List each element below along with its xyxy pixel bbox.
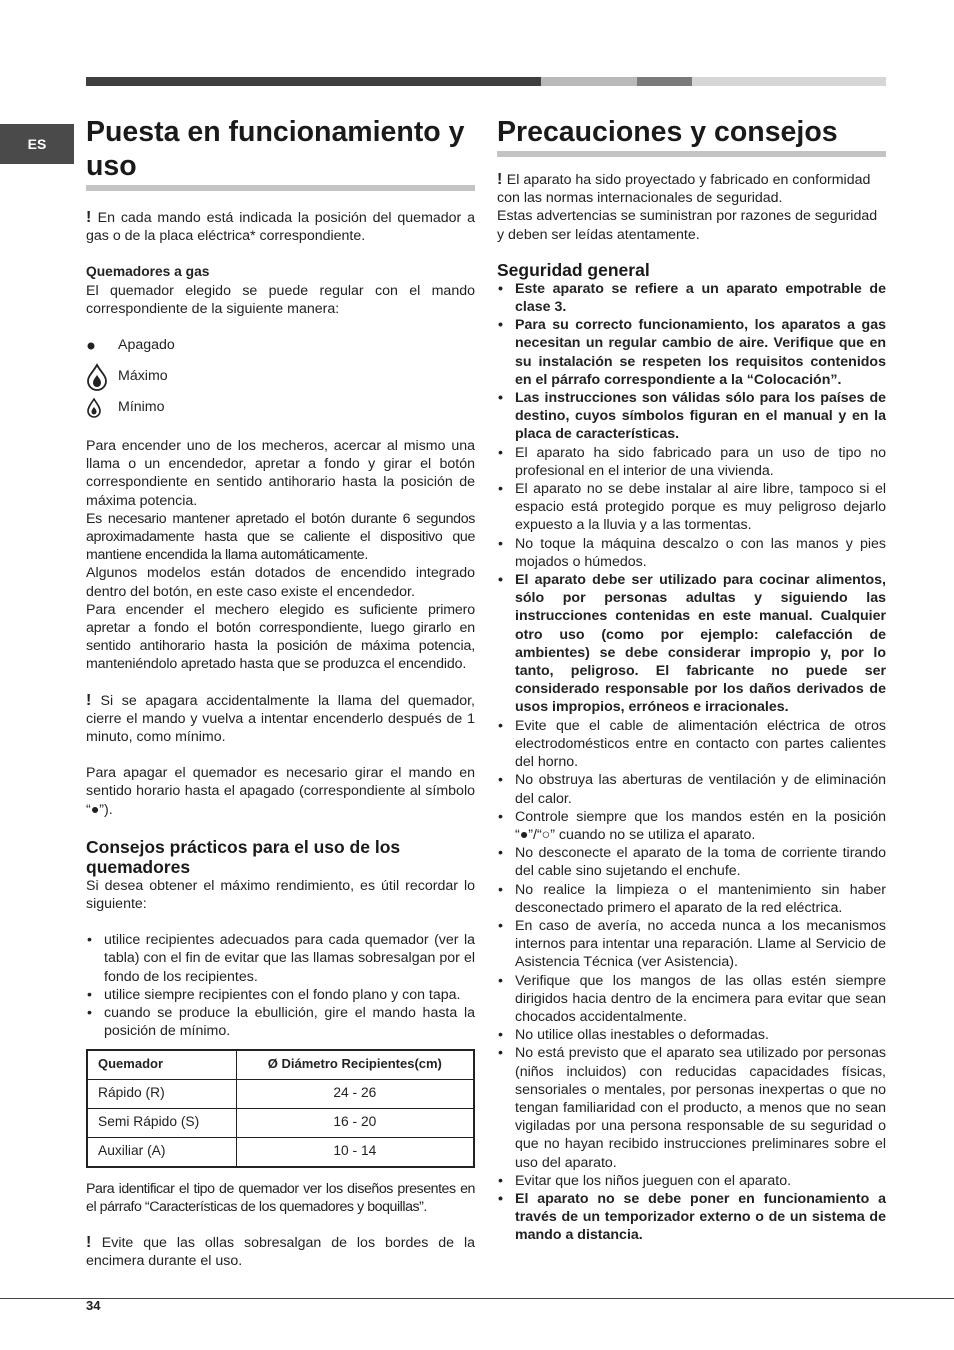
header-bar-mid [637,77,692,86]
table-row [87,1108,474,1137]
safety-item: • No realice la limpieza o el mantenimiento sin haber desconectado primero el aparato de la red eléctrica. [497,881,886,917]
ignite-paragraph: Para encender uno de los mecheros, acercar al mismo una llama o un encendedor, apretar a fondo y girar el botón correspondiente en sentido antihorario hasta la posición de máxima potencia. [86,438,475,509]
table-header-diameter: Ø Diámetro Recipientes(cm) [236,1050,474,1080]
left-note-1 [86,209,475,245]
footer-divider [0,1298,954,1299]
table-cell: 24 - 26 [236,1079,474,1108]
left-note-2 [86,692,475,747]
safety-item: • En caso de avería, no acceda nunca a los mecanismos internos para intentar una reparación. Llame al Servicio de Asistencia Técnica (ver Asistencia). [497,917,886,972]
safety-item: • El aparato no se debe instalar al aire libre, tampoco si el espacio está protegido porque es muy peligroso dejarlo expuesto a la lluvia y a las tormentas. [497,480,886,535]
table-row [87,1137,474,1167]
off-paragraph: Para apagar el quemador es necesario girar el mando en sentido horario hasta el apagado (correspondiente al símbolo “●”). [86,765,475,818]
list-item: • utilice recipientes adecuados para cada quemador (ver la tabla) con el fin de evitar que las llamas sobresalgan por el fondo de los recipientes. [86,931,475,986]
safety-item: • Controle siempre que los mandos estén en la posición “●”/“○” cuando no se utiliza el aparato. [497,808,886,844]
safety-item: • El aparato ha sido fabricado para un uso de tipo no profesional en el interior de una vivienda. [497,444,886,480]
warning-paragraph: Estas advertencias se suministran por razones de seguridad y deben ser leídas atentamente. [497,208,878,243]
small-flame-icon [86,398,118,418]
safety-item: • Para su correcto funcionamiento, los aparatos a gas necesitan un regular cambio de aire. Verifique que en su instalación se respeten los requisitos contenidos en el párrafo correspondiente a la “Colocación”. [497,316,886,389]
tips-list [86,931,475,1040]
large-flame-icon [86,363,118,391]
safety-item: • No utilice ollas inestables o deformadas. [497,1026,886,1044]
models-paragraph: Algunos modelos están dotados de encendido integrado dentro del botón, en este caso existe el encendedor. [86,565,475,600]
left-note-2-text: Si se apagara accidentalmente la llama del quemador, cierre el mando y vuelva a intentar encenderlo después de 1 minuto, como mínimo. [86,692,476,746]
table-cell: 16 - 20 [236,1108,474,1137]
page-number: 34 [86,1298,101,1313]
safety-title: Seguridad general [497,259,650,280]
right-note-1 [497,171,886,207]
header-bar-pale [692,77,886,86]
header-bar-light [541,77,637,86]
table-cell: Rápido (R) [87,1079,236,1108]
table-header-burner: Quemador [87,1050,236,1080]
safety-item: • Evite que el cable de alimentación eléctrica de otros electrodomésticos entre en contacto con partes calientes del horno. [497,717,886,772]
safety-item: • No está previsto que el aparato sea utilizado por personas (niños incluidos) con reducidas capacidades físicas, sensoriales o mentales, por personas inexpertas o que no tengan familiaridad con el producto, a menos que no sean vigiladas por una persona responsable de su seguridad o que no hayan recibido instrucciones preliminares sobre el uso del aparato. [497,1044,886,1171]
language-tab: ES [0,124,74,164]
symbol-label-off: Apagado [118,337,175,354]
warning-mark: ! [86,691,101,709]
symbol-row-max [86,361,475,392]
symbol-list [86,330,475,423]
left-column [86,115,475,1270]
safety-item: • Evitar que los niños jueguen con el aparato. [497,1172,886,1190]
safety-item: • Verifique que los mangos de las ollas estén siempre dirigidos hacia dentro de la encimera para evitar que sean chocados accidentalmente. [497,972,886,1027]
burners-heading: Quemadores a gas [86,264,210,280]
tips-intro: Si desea obtener el máximo rendimiento, es útil recordar lo siguiente: [86,877,475,913]
warning-mark: ! [497,171,507,188]
left-note-3 [86,1234,475,1270]
table-cell: Semi Rápido (S) [87,1108,236,1137]
right-title: Precauciones y consejos [497,115,886,157]
tips-title: Consejos prácticos para el uso de los quemadores [86,836,401,877]
press-paragraph: Para encender el mechero elegido es suficiente primero apretar a fondo el botón correspondiente, luego girarlo en sentido antihorario hasta la posición de máxima potencia, manteniéndolo apretado hasta que se produzca el encendido. [86,601,475,673]
safety-item: • Este aparato se refiere a un aparato empotrable de clase 3. [497,280,886,316]
symbol-row-min [86,392,475,423]
safety-item: • No desconecte el aparato de la toma de corriente tirando del cable sino sujetando el enchufe. [497,844,886,880]
safety-item: • No obstruya las aberturas de ventilación y de eliminación del calor. [497,771,886,807]
table-cell: Auxiliar (A) [87,1137,236,1167]
dot-icon [86,341,118,351]
table-cell: 10 - 14 [236,1137,474,1167]
symbol-label-max: Máximo [118,368,168,385]
left-title: Puesta en funcionamiento y uso [86,115,475,191]
safety-list [497,280,886,1245]
list-item: • utilice siempre recipientes con el fondo plano y con tapa. [86,986,475,1004]
right-column [497,115,886,1245]
table-row [87,1079,474,1108]
symbol-label-min: Mínimo [118,399,165,416]
burners-intro: El quemador elegido se puede regular con el mando correspondiente de la siguiente manera: [86,282,475,317]
safety-item: • No toque la máquina descalzo o con las manos y pies mojados o húmedos. [497,535,886,571]
list-item: • cuando se produce la ebullición, gire el mando hasta la posición de mínimo. [86,1004,475,1040]
safety-item: • Las instrucciones son válidas sólo para los países de destino, cuyos símbolos figuran en el manual y en la placa de características. [497,389,886,444]
symbol-row-off [86,330,475,361]
left-note-1-text: En cada mando está indicada la posición del quemador a gas o de la placa eléctrica* correspondiente. [86,210,475,245]
hold-paragraph: Es necesario mantener apretado el botón durante 6 segundos aproximadamente hasta que se caliente el dispositivo que mantiene encendida la llama automáticamente. [86,510,475,564]
identify-paragraph: Para identificar el tipo de quemador ver los diseños presentes en el párrafo “Características de los quemadores y boquillas”. [86,1180,475,1215]
table-header-row [87,1050,474,1080]
warning-mark: ! [86,209,98,226]
burner-table [86,1049,475,1168]
safety-item: • El aparato no se debe poner en funcionamiento a través de un temporizador externo o de un sistema de mando a distancia. [497,1190,886,1245]
left-note-3-text: Evite que las ollas sobresalgan de los bordes de la encimera durante el uso. [86,1234,476,1270]
safety-item: • El aparato debe ser utilizado para cocinar alimentos, sólo por personas adultas y siguiendo las instrucciones contenidas en este manual. Cualquier otro uso (como por ejemplo: calefacción de ambientes) se debe considerar impropio y, por lo tanto, peligroso. El fabricante no puede ser considerado responsable por los daños derivados de usos impropios, erróneos e irracionales. [497,571,886,717]
warning-mark: ! [86,1233,102,1251]
right-note-1-text: El aparato ha sido proyectado y fabricado en conformidad con las normas internacionales de seguridad. [497,172,871,207]
header-bar-dark [86,77,541,86]
